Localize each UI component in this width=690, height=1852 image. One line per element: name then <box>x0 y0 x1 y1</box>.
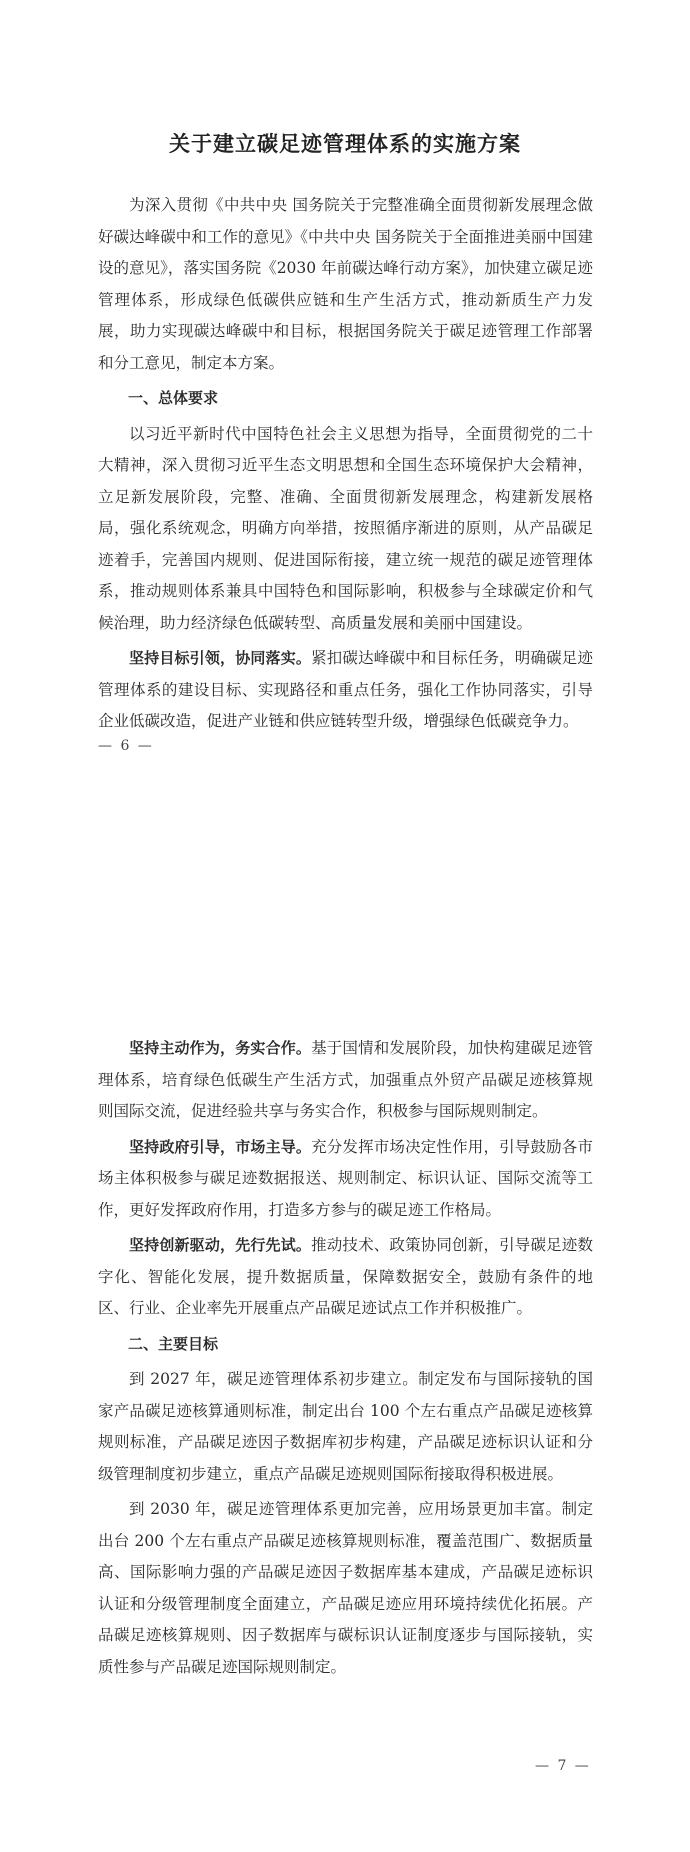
principle-lead: 坚持创新驱动，先行先试。 <box>129 1236 312 1254</box>
section-heading-main-goals: 二、主要目标 <box>128 1334 219 1353</box>
principle-paragraph-active-cooperation <box>98 1033 593 1128</box>
goal-2027-paragraph: 到 2027 年，碳足迹管理体系初步建立。制定发布与国际接轨的国家产品碳足迹核算通则标准，制定出台 100 个左右重点产品碳足迹核算规则标准，产品碳足迹因子数据库初步构建，产品碳足迹标识认证和分级管理制度初步建立，重点产品碳足迹规则国际衔接取得积极进展。 <box>98 1370 593 1483</box>
principle-lead: 坚持目标引领，协同落实。 <box>129 649 312 667</box>
principle-text: 充分发挥市场决定性作用，引导鼓励各市场主体积极参与碳足迹数据报送、规则制定、标识认证、国际交流等工作，更好发挥政府作用，打造多方参与的碳足迹工作格局。 <box>98 1137 593 1219</box>
principle-lead: 坚持主动作为，务实合作。 <box>129 1039 312 1057</box>
principle-paragraph-government-guidance <box>98 1132 593 1227</box>
page-number: — 7 — <box>535 1758 591 1774</box>
section-heading-general-requirements: 一、总体要求 <box>128 389 219 407</box>
principle-paragraph-target-guidance <box>98 643 593 738</box>
intro-paragraph: 为深入贯彻《中共中央 国务院关于完整准确全面贯彻新发展理念做好碳达峰碳中和工作的意见》《中共中央 国务院关于全面推进美丽中国建设的意见》，落实国务院《2030 年前碳达峰行动方案》，加快建立碳足迹管理体系，形成绿色低碳供应链和生产生活方式，推动新质生产力发展，助力实现碳达峰碳中和目标，根据国务院关于碳足迹管理工作部署和分工意见，制定本方案。 <box>98 196 593 372</box>
page6-body <box>98 190 593 742</box>
document-page-6 <box>0 0 690 870</box>
document-page-7 <box>0 870 690 1852</box>
principle-text: 推动技术、政策协同创新，引导碳足迹数字化、智能化发展，提升数据质量，保障数据安全，鼓励有条件的地区、行业、企业率先开展重点产品碳足迹试点工作并积极推广。 <box>98 1236 593 1317</box>
principle-lead: 坚持政府引导，市场主导。 <box>129 1137 312 1156</box>
general-requirements-paragraph: 以习近平新时代中国特色社会主义思想为指导，全面贯彻党的二十大精神，深入贯彻习近平生态文明思想和全国生态环境保护大会精神，立足新发展阶段，完整、准确、全面贯彻新发展理念，构建新发展格局，强化系统观念，明确方向举措，按照循序渐进的原则，从产品碳足迹着手，完善国内规则、促进国际衔接，建立统一规范的碳足迹管理体系，推动规则体系兼具中国特色和国际影响，积极参与全球碳定价和气候治理，助力经济绿色低碳转型、高质量发展和美丽中国建设。 <box>98 424 593 632</box>
page7-body <box>98 1033 593 1687</box>
document-title: 关于建立碳足迹管理体系的实施方案 <box>169 132 521 156</box>
principle-text: 基于国情和发展阶段，加快构建碳足迹管理体系，培育绿色低碳生产生活方式，加强重点外贸产品碳足迹核算规则国际交流，促进经验共享与务实合作，积极参与国际规则制定。 <box>98 1039 593 1120</box>
principle-paragraph-innovation <box>98 1230 593 1325</box>
goal-2030-paragraph: 到 2030 年，碳足迹管理体系更加完善，应用场景更加丰富。制定出台 200 个左右重点产品碳足迹核算规则标准，覆盖范围广、数据质量高、国际影响力强的产品碳足迹因子数据库基本建成，产品碳足迹标识认证和分级管理制度全面建立，产品碳足迹应用环境持续优化拓展。产品碳足迹核算规则、因子数据库与碳标识认证制度逐步与国际接轨，实质性参与产品碳足迹国际规则制定。 <box>98 1500 593 1676</box>
page-number: — 6 — <box>98 738 154 754</box>
principle-text: 紧扣碳达峰碳中和目标任务，明确碳足迹管理体系的建设目标、实现路径和重点任务，强化工作协同落实，引导企业低碳改造，促进产业链和供应链转型升级，增强绿色低碳竞争力。 <box>98 649 593 730</box>
